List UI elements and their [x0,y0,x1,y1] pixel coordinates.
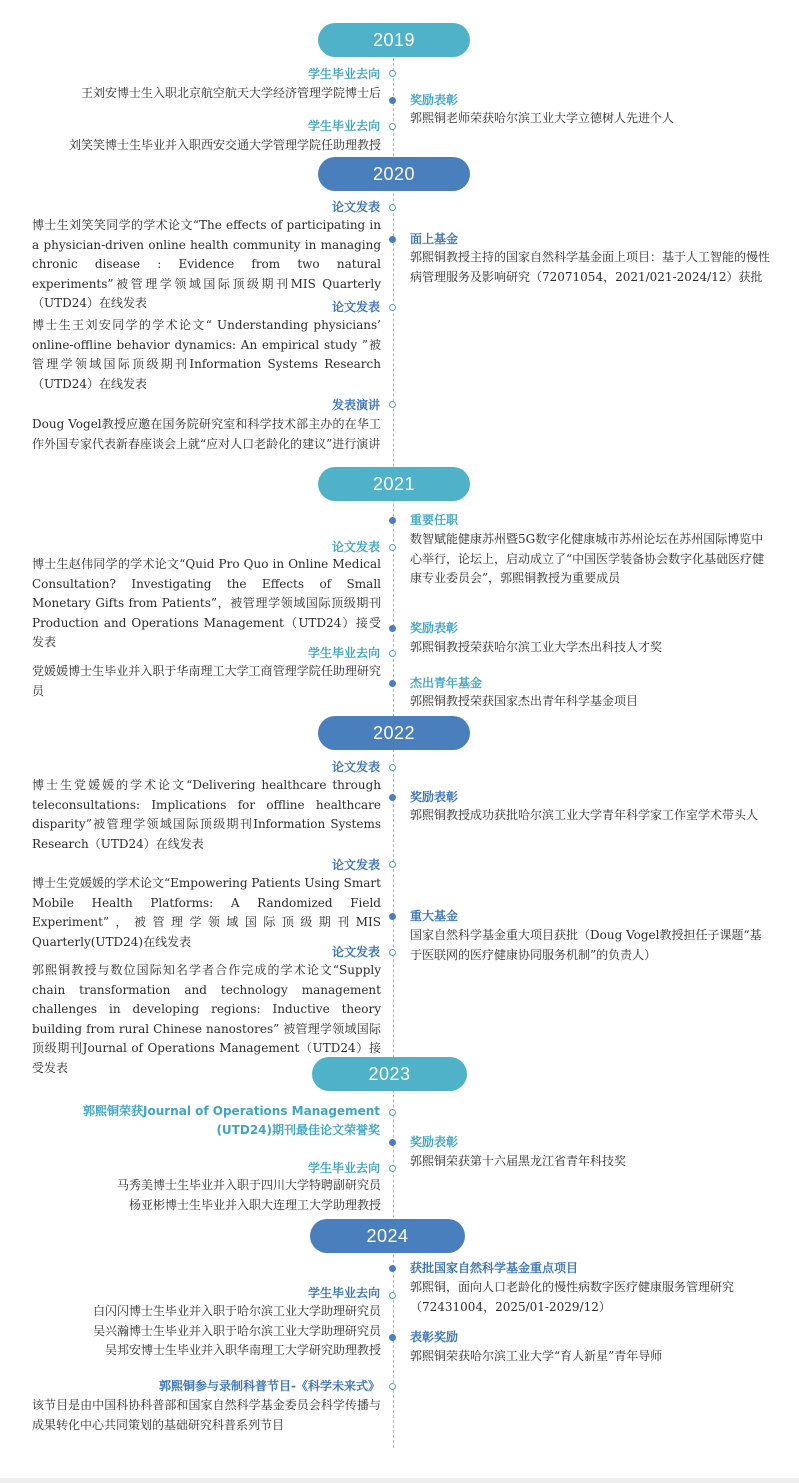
event-text: 郭熙铜教授荣获哈尔滨工业大学杰出科技人才奖 [410,640,663,654]
event-label: 获批国家自然科学基金重点项目 [410,1261,579,1275]
event-text-line: 吴兴瀚博士生毕业并入职于哈尔滨工业大学助理研究员 [92,1323,381,1338]
event-text: Doug Vogel教授应邀在国务院研究室和科学技术部主办的在华工作外国专家代表新春座谈会上就“应对人口老龄化的建议”进行演讲 [32,417,381,451]
event-label: 论文发表 [331,945,380,959]
event-text: 郭熙铜，面向人口老龄化的慢性病数字医疗健康服务管理研究（72431004，2025/01-2029/12） [410,1280,735,1314]
event-text-line: 吴邦安博士生毕业并入职华南理工大学研究助理教授 [104,1343,381,1358]
event-text: 数智赋能健康苏州暨5G数字化健康城市苏州论坛在苏州国际博览中心举行，论坛上，启动成立了“中国医学装备协会数字化基础医疗健康专业委员会”，郭熙铜教授为重要成员 [410,532,765,586]
event-text: 党媛媛博士生毕业并入职于华南理工大学工商管理学院任助理研究员 [32,664,381,698]
event-label: 论文发表 [331,300,380,314]
event-label: 重大基金 [410,909,459,923]
event-text [32,1302,381,1361]
timeline-dot [389,1334,396,1341]
timeline-dot [389,517,396,524]
timeline-dot [389,70,396,77]
event-label: 重要任职 [410,513,459,527]
event-text: 博士生刘笑笑同学的学术论文“The effects of participating in a physician-driven online health community in managing chronic disease : Evidence from two natural experiments”被管理学领域国际顶级期刊MIS Quarterly（UTD24）在线发表 [32,218,381,311]
year-badge-2023: 2023 [312,1057,467,1091]
year-badge-2024: 2024 [310,1219,465,1253]
timeline-dot [389,1109,396,1116]
event-text-line: 白闪闪博士生毕业并入职于哈尔滨工业大学助理研究员 [92,1304,381,1318]
timeline-dot [389,123,396,130]
event-text: 该节目是由中国科协科普部和国家自然科学基金委员会科学传播与成果转化中心共同策划的基础研究科普系列节目 [32,1398,381,1432]
event-text: 博士生党媛媛的学术论文“Empowering Patients Using Smart Mobile Health Platforms: A Randomized Field Experiment”，被管理学领域国际顶级期刊MIS Quarterly(UTD24)在线发表 [32,876,381,949]
year-badge-2022: 2022 [318,716,470,750]
event-text-line: 杨亚彬博士生毕业并入职大连理工大学助理教授 [128,1197,381,1212]
event-label: (UTD24)期刊最佳论文荣誉奖 [216,1123,380,1137]
event-text: 郭熙铜教授荣获国家杰出青年科学基金项目 [410,694,639,708]
timeline-dot [389,97,396,104]
timeline-dot [389,650,396,657]
timeline-dot [389,236,396,243]
year-badge-2021: 2021 [318,467,470,501]
timeline-dot [389,544,396,551]
timeline-dot [389,680,396,687]
event-label: 学生毕业去向 [307,1286,380,1300]
event-label: 奖励表彰 [410,93,459,107]
event-label: 面上基金 [410,232,459,246]
timeline-dot [389,764,396,771]
timeline-dot [389,1292,396,1299]
event-label: 论文发表 [331,540,380,554]
year-badge-2020: 2020 [318,157,470,191]
event-text [32,1176,381,1215]
event-text: 博士生王刘安同学的学术论文“ Understanding physicians’ online-offline behavior dynamics: An empirical study ”被管理学领域国际顶级期刊Information Systems Research（UTD24）在线发表 [32,318,381,391]
event-text: 国家自然科学基金重大项目获批（Doug Vogel教授担任子课题“基于医联网的医疗健康协同服务机制”的负责人） [410,928,762,962]
timeline-dot [389,1139,396,1146]
event-text: 郭熙铜教授成功获批哈尔滨工业大学青年科学家工作室学术带头人 [410,808,759,822]
event-label: 表彰奖励 [410,1330,459,1344]
event-text: 郭熙铜荣获第十六届黑龙江省青年科技奖 [410,1154,627,1168]
event-text: 郭熙铜教授主持的国家自然科学基金面上项目：基于人工智能的慢性病管理服务及影响研究（72071054，2021/021-2024/12）获批 [410,250,771,284]
event-text: 郭熙铜荣获哈尔滨工业大学“育人新星”青年导师 [410,1349,663,1363]
timeline-dot [389,913,396,920]
event-text-line: 马秀美博士生毕业并入职于四川大学特聘副研究员 [116,1178,381,1192]
event-text: 郭熙铜教授与数位国际知名学者合作完成的学术论文“Supply chain transformation and technology management challenges in developing regions: Inductive theory building from rural Chinese nanostores” 被管理学领域国际顶级期刊Journal of Operations Management（UTD24）接受发表 [32,963,381,1075]
event-label: 杰出青年基金 [410,676,483,690]
page-bottom-border [0,1478,799,1483]
event-text: 刘笑笑博士生毕业并入职西安交通大学管理学院任助理教授 [68,138,381,152]
timeline-dot [389,401,396,408]
timeline-dot [389,1165,396,1172]
event-text: 博士生党媛媛的学术论文“Delivering healthcare through teleconsultations: Implications for offline healthcare disparity”被管理学领域国际顶级期刊Information Systems Research（UTD24）在线发表 [32,778,381,851]
event-label: 奖励表彰 [410,621,459,635]
event-text: 王刘安博士生入职北京航空航天大学经济管理学院博士后 [80,86,381,100]
timeline-dot [389,1265,396,1272]
timeline-dot [389,1383,396,1390]
year-badge-2019: 2019 [318,23,470,57]
timeline-dot [389,861,396,868]
timeline-dot [389,794,396,801]
event-label: 郭熙铜参与录制科普节目-《科学未来式》 [159,1379,380,1393]
event-text: 郭熙铜老师荣获哈尔滨工业大学立德树人先进个人 [410,111,675,125]
event-label: 学生毕业去向 [307,1161,380,1175]
event-label: 发表演讲 [331,398,380,412]
timeline-dot [389,949,396,956]
event-label: 论文发表 [331,760,380,774]
event-label: 学生毕业去向 [307,67,380,81]
timeline-dot [389,625,396,632]
event-text: 博士生赵伟同学的学术论文“Quid Pro Quo in Online Medical Consultation? Investigating the Effects of Small Monetary Gifts from Patients”，被管理学领域国际顶级期刊Production and Operations Management（UTD24）接受发表 [32,557,381,650]
event-label: 论文发表 [331,858,380,872]
timeline-dot [389,304,396,311]
timeline-dot [389,204,396,211]
event-label: 论文发表 [331,200,380,214]
event-label: 奖励表彰 [410,790,459,804]
event-label: 学生毕业去向 [307,119,380,133]
event-label: 郭熙铜荣获Journal of Operations Management [83,1104,380,1118]
event-label: 学生毕业去向 [307,646,380,660]
event-label: 奖励表彰 [410,1135,459,1149]
